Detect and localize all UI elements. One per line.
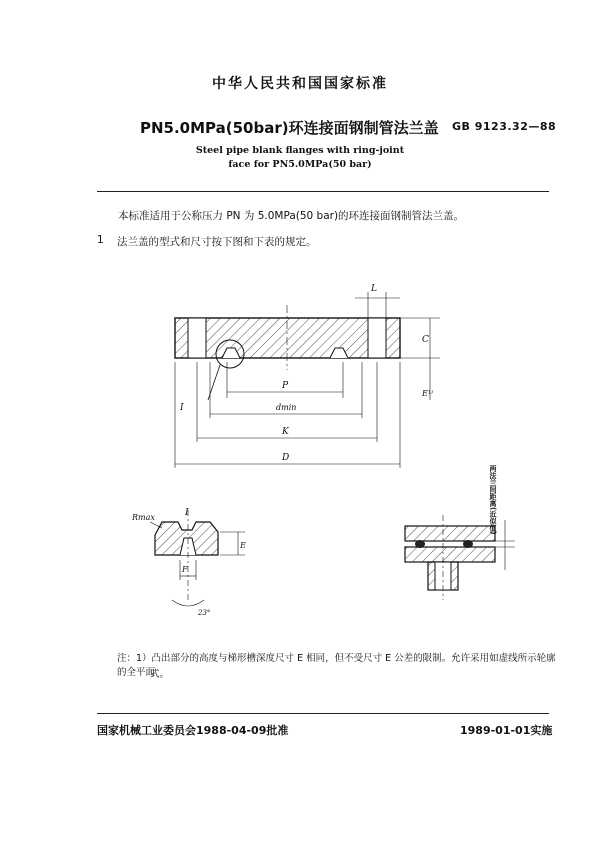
dim-label-dmin: dmin — [276, 403, 297, 412]
dim-label-K: K — [282, 427, 289, 437]
dim-label-E: E¹⁾ — [422, 389, 434, 398]
dim-label-D: D — [282, 453, 290, 463]
dim-label-Rmax: Rmax — [132, 513, 155, 522]
dim-label-C: C — [422, 335, 429, 345]
dim-label-L: L — [371, 284, 377, 294]
clause-1-text: 法兰盖的型式和尺寸按下图和下表的规定。 — [117, 236, 317, 248]
detail-title-I: I — [185, 508, 189, 518]
standard-code: GB 9123.32—88 — [452, 120, 557, 133]
dim-label-P: P — [282, 381, 289, 391]
note-line-2: 式。 — [150, 669, 170, 680]
flange-gap-note: 两法兰间距离(近似值) — [489, 465, 497, 535]
detail-i-view — [150, 510, 245, 606]
bottom-rule — [97, 713, 549, 714]
detail-ref-label: I — [180, 403, 184, 413]
scope-paragraph: 本标准适用于公称压力 PN 为 5.0MPa(50 bar)的环连接面钢制管法兰盖。 — [118, 210, 465, 222]
top-rule — [97, 191, 549, 192]
english-title-line-2: face for PN5.0MPa(50 bar) — [228, 159, 372, 170]
dim-label-F: F — [182, 565, 188, 574]
note-line-1: 注：1）凸出部分的高度与梯形槽深度尺寸 E 相同，但不受尺寸 E 公差的限制。允许采用如虚线所示轮廓的全平面 — [117, 653, 556, 678]
document-title: PN5.0MPa(50bar)环连接面钢制管法兰盖 — [140, 119, 439, 137]
implementation-date: 1989-01-01实施 — [460, 724, 553, 737]
dim-label-E-small: E — [240, 541, 246, 550]
flange-drawing — [100, 270, 550, 640]
approval-date: 国家机械工业委员会1988-04-09批准 — [97, 724, 289, 737]
national-standard-header: 中华人民共和国国家标准 — [212, 76, 388, 92]
angle-label: 23° — [198, 609, 211, 617]
clause-1-number: 1 — [97, 234, 104, 246]
english-title-line-1: Steel pipe blank flanges with ring-joint — [195, 145, 405, 156]
